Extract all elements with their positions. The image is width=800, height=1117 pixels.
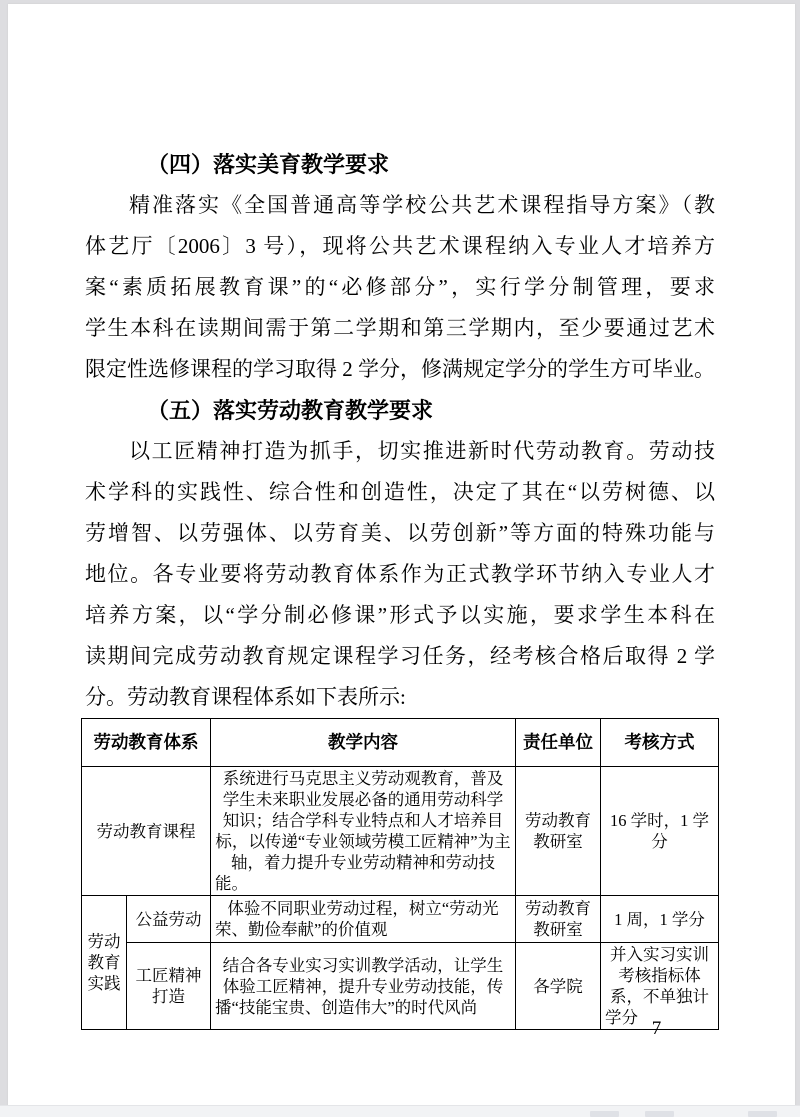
paragraph-line: 体艺厅〔2006〕3 号），现将公共艺术课程纳入专业人才培养方 — [85, 234, 715, 258]
taskbar-item[interactable] — [590, 1111, 619, 1117]
paragraph-line: 案“素质拓展教育课”的“必修部分”，实行学分制管理，要求 — [85, 275, 715, 299]
header-cell-system: 劳动教育体系 — [82, 719, 211, 767]
taskbar-item[interactable] — [645, 1111, 674, 1117]
header-cell-content: 教学内容 — [211, 719, 516, 767]
header-cell-assessment: 考核方式 — [601, 719, 719, 767]
cell-public-assessment: 1 周，1 学分 — [601, 896, 719, 943]
cell-craft-unit: 各学院 — [516, 943, 601, 1030]
cell-course-system: 劳动教育课程 — [82, 767, 211, 896]
taskbar-strip — [0, 1105, 800, 1117]
cell-craft-assessment: 并入实习实训考核指标体系，不单独计学分 — [601, 943, 719, 1030]
cell-course-content: 系统进行马克思主义劳动观教育，普及学生未来职业发展必备的通用劳动科学知识；结合学科专业特点和人才培养目标，以传递“专业领域劳模工匠精神”为主轴，着力提升专业劳动精神和劳动技能。 — [211, 767, 516, 896]
header-cell-unit: 责任单位 — [516, 719, 601, 767]
cell-public-content: 体验不同职业劳动过程，树立“劳动光荣、勤俭奉献”的价值观 — [211, 896, 516, 943]
paragraph-line: 培养方案，以“学分制必修课”形式予以实施，要求学生本科在 — [85, 603, 715, 627]
taskbar-item[interactable] — [748, 1111, 777, 1117]
page-number: — 7 — — [624, 1018, 691, 1039]
cell-public-unit: 劳动教育教研室 — [516, 896, 601, 943]
table-row-public-welfare — [82, 896, 719, 943]
document-body — [85, 144, 715, 718]
cell-craft-system: 工匠精神打造 — [127, 943, 211, 1030]
paragraph-line: 学生本科在读期间需于第二学期和第三学期内，至少要通过艺术 — [85, 316, 715, 340]
section-heading-4: （四）落实美育教学要求 — [147, 152, 390, 177]
paragraph-line: 读期间完成劳动教育规定课程学习任务，经考核合格后取得 2 学 — [85, 644, 715, 668]
labor-education-table — [81, 718, 719, 1030]
table-row-craftsman — [82, 943, 719, 1030]
paragraph-line: 精准落实《全国普通高等学校公共艺术课程指导方案》（教 — [129, 193, 715, 217]
paragraph-line: 劳增智、以劳强体、以劳育美、以劳创新”等方面的特殊功能与 — [85, 521, 715, 545]
cell-course-unit: 劳动教育教研室 — [516, 767, 601, 896]
document-page — [8, 4, 795, 1106]
cell-practice-group: 劳动教育实践 — [82, 896, 127, 1030]
paragraph-line: 地位。各专业要将劳动教育体系作为正式教学环节纳入专业人才 — [85, 562, 715, 586]
cell-public-system: 公益劳动 — [127, 896, 211, 943]
paragraph-line: 以工匠精神打造为抓手，切实推进新时代劳动教育。劳动技 — [129, 439, 715, 463]
cell-course-assessment: 16 学时，1 学分 — [601, 767, 719, 896]
table-header-row — [82, 719, 719, 767]
paragraph-line: 分。劳动教育课程体系如下表所示: — [85, 685, 406, 709]
section-heading-5: （五）落实劳动教育教学要求 — [147, 398, 434, 423]
paragraph-line: 术学科的实践性、综合性和创造性，决定了其在“以劳树德、以 — [85, 480, 715, 504]
paragraph-line: 限定性选修课程的学习取得 2 学分，修满规定学分的学生方可毕业。 — [85, 357, 715, 381]
cell-craft-content: 结合各专业实习实训教学活动，让学生体验工匠精神，提升专业劳动技能，传播“技能宝贵、创造伟大”的时代风尚 — [211, 943, 516, 1030]
table-row-course — [82, 767, 719, 896]
